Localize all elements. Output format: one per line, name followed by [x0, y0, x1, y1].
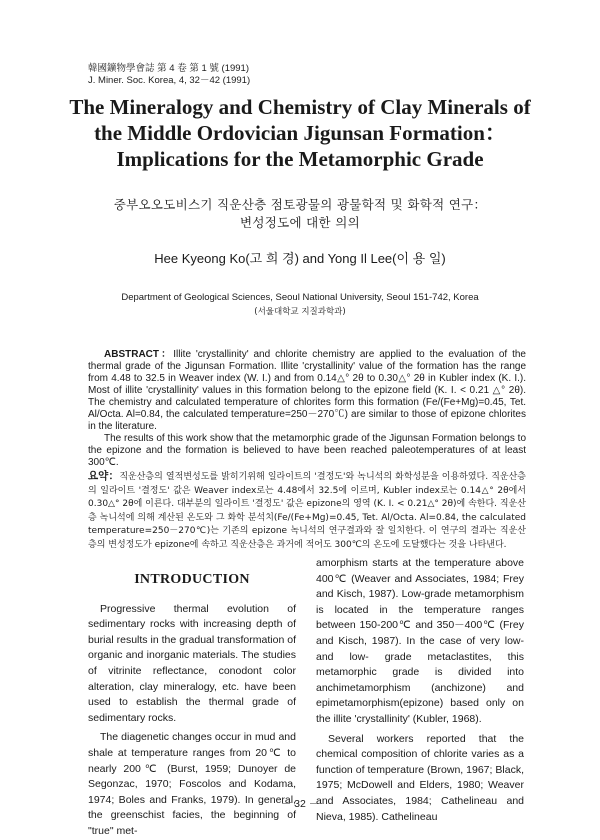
- abstract-label: ABSTRACT：: [104, 349, 174, 360]
- title-line-1: The Mineralogy and Chemistry of Clay Minerals of: [69, 95, 531, 119]
- authors: Hee Kyeong Ko(고 희 경) and Yong Il Lee(이 용 일): [154, 251, 446, 266]
- korean-abstract-label: 요약：: [88, 470, 120, 482]
- journal-header: [88, 63, 250, 87]
- korean-abstract-text: 직운산층의 열적변성도를 밝히기위해 일라이트의 '결정도'와 녹니석의 화학성분을 이용하였다. 직운산층의 일라이트 '결정도' 값은 Weaver index로는 4.48에서 32.5에 이르며, Kubler index로는 0.14△° 2θ에서 0.30△° 2θ에 이른다. 대부분의 일라이트 '결정도' 값은 epizone의 영역 (K. I. < 0.21△° 2θ)에 속한다. 직운산층 녹니석에 의해 계산된 온도와 그 화학 분석치(Fe/(Fe+Mg)=0.45, Tet. Al/Octa. Al=0.84, the calculated temperature=250－270℃)는 기존의 epizone 녹니석의 연구결과와 잘 일치한다. 이 연구의 결과는 직운산층의 변성정도가 epizone에 속하고 직운산층은 과거에 적어도 300℃의 온도에 도달했다는 것을 나타낸다.: [88, 472, 526, 550]
- korean-title: [60, 196, 540, 232]
- right-column: [316, 556, 524, 825]
- affiliation-korean: (서울대학교 지질과학과): [254, 307, 346, 317]
- paper-title: [60, 94, 540, 172]
- korean-title-line-1: 중부오오도비스기 직운산층 점토광물의 광물학적 및 화학적 연구：: [113, 197, 487, 212]
- intro-right-paragraph-1: amorphism starts at the temperature above 400℃ (Weaver and Associates, 1984; Frey and Kisch, 1987). Low-grade metamorphism is located in the temperature ranges between 150-200℃ and 350－400℃ (Frey and Kisch, 1987). In the case of very low- and low- grade metaclastites, this metamorphic grade is divided into anchimetamorphism (anchizone) and epimetamorphism(epizone) based only on the illite 'crystallinity' (Kubler, 1968).: [316, 557, 524, 725]
- introduction-heading: INTRODUCTION: [134, 572, 250, 587]
- affiliation-english: Department of Geological Sciences, Seoul National University, Seoul 151-742, Korea: [121, 292, 479, 303]
- korean-abstract: [88, 470, 526, 552]
- affiliation: [60, 291, 540, 319]
- page-number: － 32 －: [280, 798, 320, 810]
- journal-header-korean: 韓國鑛物學會誌 第 4 卷 第 1 號 (1991): [88, 63, 250, 74]
- korean-title-line-2: 변성정도에 대한 의의: [240, 215, 360, 230]
- abstract-text-1: Illite 'crystallinity' and chlorite chemistry are applied to the evaluation of the thermal grade of the Jigunsan Formation. Illite 'crystallinity' value of the formation has the range from 4.48 to 32.5 in Weaver index (W. I.) and from 0.14△° 2θ to 0.30△° 2θ in Kubler index (K. I.). Most of illite 'crystallinity' values in this formation belong to the epizone field (K. I. < 0.21 △° 2θ). The chemistry and calculated temperature of chlorites form this formation (Fe/(Fe+Mg)=0.45, Tet. Al/Octa. Al=0.84, the calculated temperature=250－270℃) are similar to those of epizone chlorites in the literature.: [88, 349, 526, 432]
- abstract-paragraph-1: [88, 349, 526, 433]
- abstract: [88, 349, 526, 469]
- title-line-2: the Middle Ordovician Jigunsan Formation：: [94, 121, 506, 145]
- title-line-3: Implications for the Metamorphic Grade: [116, 147, 484, 171]
- intro-left-paragraph-2: The diagenetic changes occur in mud and shale at temperature ranges from 20℃ to nearly 200℃ (Burst, 1959; Dunoyer de Segonzac, 1970; Foscolos and Kodama, 1974; Boles and Franks, 1979). In general, the greenschist facies, the beginning of "true" met-: [88, 731, 296, 837]
- intro-right-paragraph-2: Several workers reported that the chemical composition of chlorite varies as a function of temperature (Brown, 1967; Black, 1975; McDowell and Elders, 1980; Weaver and Associates, 1984; Cathelineau and Nieva, 1985). Cathelineau: [316, 732, 524, 823]
- abstract-paragraph-2: The results of this work show that the metamorphic grade of the Jigunsan Formation belongs to the epizone and the formation is believed to have been reached paleotemperatures of at least 300℃.: [88, 433, 526, 468]
- journal-header-english: J. Miner. Soc. Korea, 4, 32－42 (1991): [88, 75, 251, 86]
- intro-left-paragraph-1: Progressive thermal evolution of sedimentary rocks with increasing depth of burial results in the gradual transformation of organic and inorganic materials. The studies of vitrinite reflectance, conodont color alteration, clay mineralogy, etc. have been used to establish the thermal grade of sedimentary rocks.: [88, 602, 296, 724]
